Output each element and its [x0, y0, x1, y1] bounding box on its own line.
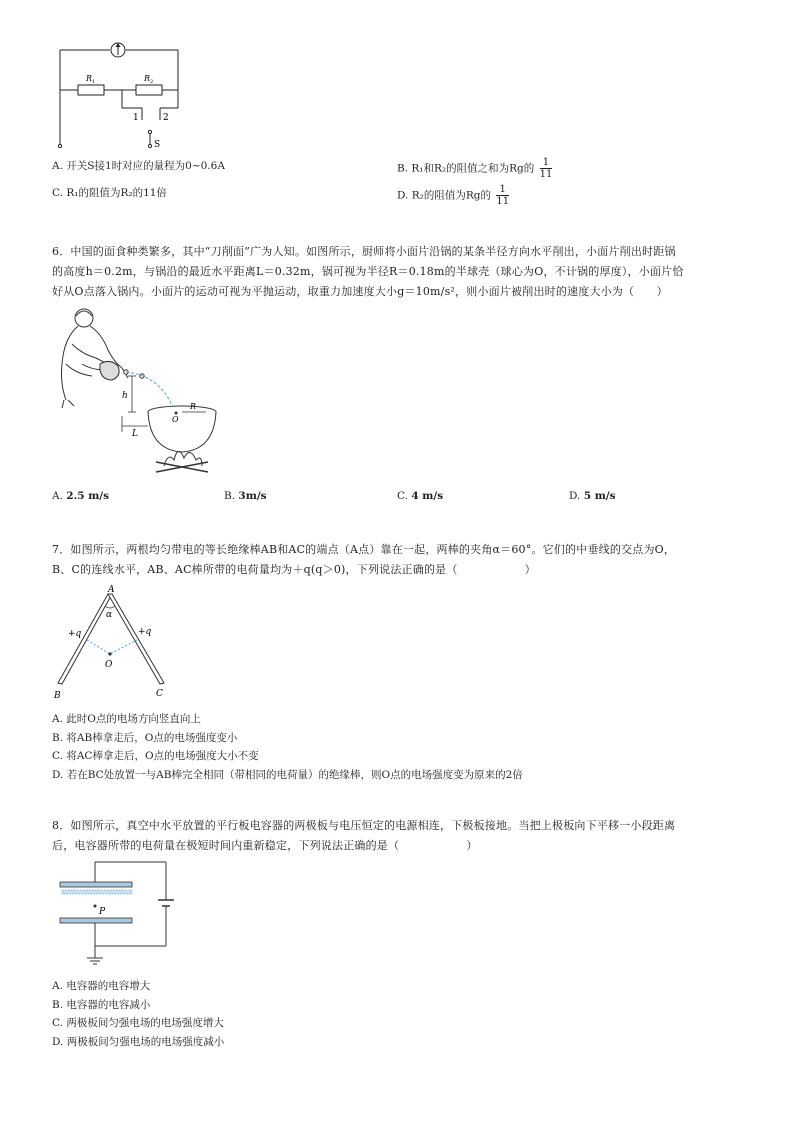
q6-line-2: 的高度h＝0.2m，与锅沿的最近水平距离L＝0.32m，锅可视为半径R＝0.18m的半球壳（球心为O，不计锅的厚度），小面片恰 — [52, 265, 684, 278]
option-text: 5 m/s — [583, 490, 616, 502]
q7-stem — [52, 540, 675, 580]
option-text: 将AB棒拿走后，O点的电场强度变小 — [66, 731, 238, 744]
q6-option-c[interactable] — [397, 489, 443, 503]
option-text: 两极板间匀强电场的电场强度减小 — [66, 1035, 225, 1048]
option-text: 电容器的电容减小 — [66, 998, 151, 1011]
option-letter: B. — [52, 998, 64, 1011]
q7-line-2: B、C的连线水平，AB、AC棒所带的电荷量均为＋q(q＞0)，下列说法正确的是（ ） — [52, 563, 536, 576]
q8-line-2: 后，电容器所带的电荷量在极短时间内重新稳定，下列说法正确的是（ ） — [52, 839, 478, 852]
a-label: A — [108, 585, 115, 595]
terminal-1-label: 1 — [133, 113, 139, 123]
h-label: h — [122, 391, 128, 401]
q5-circuit-figure — [50, 36, 200, 156]
q-left-label: +q — [68, 629, 82, 639]
q6-option-a[interactable] — [52, 489, 109, 503]
option-text: R₁和R₂的阻值之和为Rg的 — [411, 162, 535, 175]
option-letter: C. — [52, 1017, 63, 1029]
q6-option-b[interactable] — [224, 489, 267, 503]
q7-option-b[interactable] — [52, 729, 523, 748]
q8-option-c[interactable] — [52, 1014, 224, 1033]
q6-chef-pot-figure — [52, 304, 232, 480]
fraction: $\frac{1}{11}$ — [496, 184, 510, 207]
q8-option-b[interactable] — [52, 996, 224, 1015]
option-text: 3m/s — [238, 490, 267, 502]
option-letter: D. — [397, 189, 409, 202]
option-letter: A. — [52, 160, 63, 172]
switch-label: S — [154, 140, 161, 150]
option-text: 开关S接1时对应的量程为0~0.6A — [66, 160, 225, 172]
r1-sub: 1 — [92, 79, 96, 85]
q7-line-1: 7．如图所示，两根均匀带电的等长绝缘棒AB和AC的端点（A点）靠在一起，两棒的夹角α＝60°。它们的中垂线的交点为O， — [52, 543, 676, 556]
b-label: B — [54, 691, 61, 701]
fraction: $\frac{1}{11}$ — [539, 157, 553, 180]
q5-option-d[interactable] — [397, 184, 509, 207]
q8-options — [52, 977, 224, 1051]
option-text: 两极板间匀强电场的电场强度增大 — [66, 1017, 224, 1029]
q-right-label: +q — [138, 627, 152, 637]
option-letter: B. — [224, 490, 236, 502]
alpha-label: α — [106, 610, 113, 620]
q7-option-a[interactable] — [52, 710, 523, 729]
q5-option-c[interactable] — [52, 186, 167, 200]
c-label: C — [156, 689, 163, 699]
o-label: O — [172, 415, 179, 424]
q8-capacitor-figure — [54, 858, 184, 970]
option-text: R₁的阻值为R₂的11倍 — [66, 187, 167, 199]
option-text: 将AC棒拿走后，O点的电场强度大小不变 — [66, 750, 259, 762]
q8-line-1: 8．如图所示，真空中水平放置的平行板电容器的两极板与电压恒定的电源相连，下极板接地。当把上极板向下平移一小段距离 — [52, 819, 676, 832]
q8-option-d[interactable] — [52, 1033, 224, 1052]
q6-option-d[interactable] — [569, 489, 616, 503]
option-text: 2.5 m/s — [66, 490, 110, 502]
option-letter: C. — [397, 490, 408, 502]
option-letter: D. — [52, 1035, 64, 1048]
o-label: O — [105, 660, 113, 670]
q5-option-b[interactable] — [397, 157, 552, 180]
option-text: 此时O点的电场方向竖直向上 — [66, 713, 201, 725]
terminal-2-label: 2 — [163, 113, 169, 123]
option-letter: C. — [52, 187, 63, 199]
option-letter: D. — [52, 768, 64, 781]
q6-stem — [52, 242, 684, 302]
option-letter: A. — [52, 490, 63, 502]
q6-line-1: 6．中国的面食种类繁多，其中“刀削面”广为人知。如图所示，厨师将小面片沿锅的某条半径方向水平削出，小面片削出时距锅 — [52, 245, 676, 258]
q8-option-a[interactable] — [52, 977, 224, 996]
option-letter: B. — [52, 731, 64, 744]
r-label: R — [190, 402, 197, 411]
option-text: 4 m/s — [411, 490, 444, 502]
option-letter: B. — [397, 162, 409, 175]
q7-options — [52, 710, 523, 784]
l-label: L — [132, 429, 138, 439]
r2-label: R — [144, 74, 151, 83]
option-letter: A. — [52, 713, 63, 725]
p-label: P — [99, 907, 106, 917]
option-text: R₂的阻值为Rg的 — [411, 189, 491, 202]
q6-line-3: 好从O点落入锅内。小面片的运动可视为平抛运动，取重力加速度大小g＝10m/s²，则小面片被削出时的速度大小为（ ） — [52, 285, 668, 298]
r1-label: R — [86, 74, 93, 83]
option-letter: A. — [52, 980, 63, 992]
q7-option-c[interactable] — [52, 747, 523, 766]
option-letter: C. — [52, 750, 63, 762]
q7-option-d[interactable] — [52, 766, 523, 785]
option-letter: D. — [569, 490, 581, 502]
option-text: 若在BC处放置一与AB棒完全相同（带相同的电荷量）的绝缘棒，则O点的电场强度变为原来的2倍 — [66, 768, 523, 781]
r2-sub: 2 — [150, 79, 154, 85]
option-text: 电容器的电容增大 — [66, 980, 151, 992]
q7-rods-figure — [50, 584, 180, 704]
q8-stem — [52, 816, 675, 856]
q5-option-a[interactable] — [52, 159, 225, 173]
